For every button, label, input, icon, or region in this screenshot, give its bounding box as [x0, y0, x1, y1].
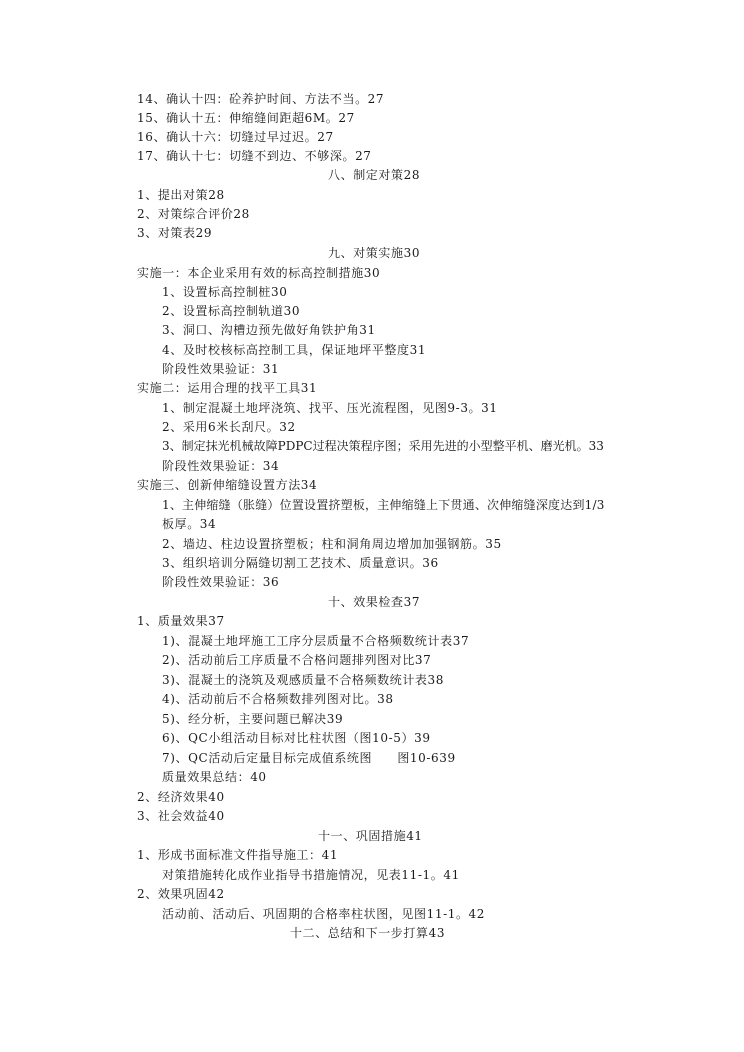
toc-entry: 2、设置标高控制轨道30: [162, 304, 301, 318]
section-heading: 十二、总结和下一步打算43: [290, 926, 446, 940]
toc-entry: 3、洞口、沟槽边预先做好角铁护角31: [162, 323, 376, 337]
toc-entry: 2、对策综合评价28: [137, 207, 250, 221]
toc-entry: 活动前、活动后、巩固期的合格率柱状图，见图11-1。42: [162, 907, 486, 921]
toc-entry: 16、确认十六：切缝过早过迟。27: [137, 130, 334, 144]
toc-entry: 实施三、创新伸缩缝设置方法34: [137, 478, 318, 492]
toc-entry: 实施二：运用合理的找平工具31: [137, 381, 318, 395]
section-heading: 十一、巩固措施41: [318, 829, 423, 843]
toc-entry: 质量效果总结：40: [162, 770, 267, 784]
toc-entry: 板厚。34: [162, 517, 217, 531]
toc-entry: 15、确认十五：伸缩缝间距超6M。27: [137, 111, 355, 125]
toc-entry: 1、制定混凝土地坪浇筑、找平、压光流程图，见图9-3。31: [162, 401, 498, 415]
toc-entry: 1、质量效果37: [137, 614, 225, 628]
toc-entry: 对策措施转化成作业指导书措施情况，见表11-1。41: [162, 868, 460, 882]
toc-entry: 1)、混凝土地坪施工工序分层质量不合格频数统计表37: [162, 634, 470, 648]
toc-entry: 阶段性效果验证：36: [162, 575, 280, 589]
toc-entry: 4、及时校核标高控制工具，保证地坪平整度31: [162, 343, 427, 357]
toc-entry: 3、对策表29: [137, 226, 213, 240]
toc-entry: 2、墙边、柱边设置挤塑板；柱和洞角周边增加加强钢筋。35: [162, 537, 502, 551]
toc-entry: 2)、活动前后工序质量不合格问题排列图对比37: [162, 653, 432, 667]
toc-entry: 7)、QC活动后定量目标完成值系统图 图10-639: [162, 751, 456, 765]
toc-entry: 3、社会效益40: [137, 809, 225, 823]
toc-entry: 1、形成书面标准文件指导施工：41: [137, 848, 339, 862]
toc-entry: 5)、经分析，主要问题已解决39: [162, 712, 344, 726]
section-heading: 九、对策实施30: [328, 246, 421, 260]
toc-entry: 6)、QC小组活动目标对比柱状图（图10-5）39: [162, 731, 431, 745]
toc-entry: 实施一：本企业采用有效的标高控制措施30: [137, 266, 381, 280]
toc-entry: 2、采用6米长刮尺。32: [162, 420, 296, 434]
toc-entry: 17、确认十七：切缝不到边、不够深。27: [137, 149, 372, 163]
toc-entry: 阶段性效果验证：34: [162, 459, 280, 473]
toc-entry: 4)、活动前后不合格频数排列图对比。38: [162, 692, 394, 706]
toc-entry: 2、效果巩固42: [137, 887, 225, 901]
toc-entry: 1、主伸缩缝（胀缝）位置设置挤塑板，主伸缩缝上下贯通、次伸缩缝深度达到1/3: [162, 498, 605, 512]
toc-entry: 3、组织培训分隔缝切割工艺技术、质量意识。36: [162, 556, 439, 570]
toc-entry: 2、经济效果40: [137, 790, 225, 804]
toc-entry: 阶段性效果验证：31: [162, 362, 280, 376]
toc-entry: 1、提出对策28: [137, 188, 225, 202]
section-heading: 八、制定对策28: [328, 168, 421, 182]
toc-entry: 3)、混凝土的浇筑及观感质量不合格频数统计表38: [162, 673, 444, 687]
toc-entry: 1、设置标高控制桩30: [162, 285, 288, 299]
section-heading: 十、效果检查37: [328, 595, 421, 609]
toc-entry: 3、制定抹光机械故障PDPC过程决策程序图；采用先进的小型整平机、磨光机。33: [162, 439, 604, 453]
toc-entry: 14、确认十四：砼养护时间、方法不当。27: [137, 92, 385, 106]
